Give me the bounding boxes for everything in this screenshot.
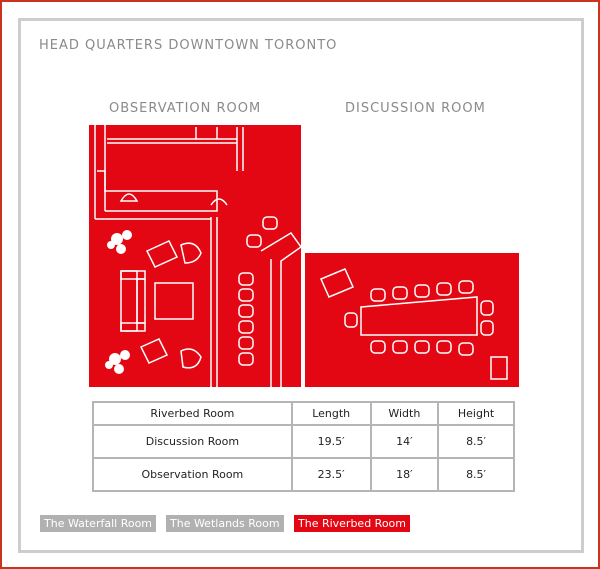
table-cell: 23.5′ bbox=[292, 458, 371, 491]
table-cell: Discussion Room bbox=[93, 425, 292, 458]
table-header-row bbox=[93, 402, 514, 425]
table-cell: 19.5′ bbox=[292, 425, 371, 458]
floor-plan bbox=[21, 21, 581, 401]
table-cell: 18′ bbox=[371, 458, 439, 491]
nav-riverbed-room[interactable]: The Riverbed Room bbox=[294, 515, 410, 532]
observation-room-plan bbox=[89, 125, 301, 387]
discussion-room-plan bbox=[305, 253, 519, 387]
table-header: Width bbox=[371, 402, 439, 425]
content-panel bbox=[18, 18, 584, 553]
observation-room-label: OBSERVATION ROOM bbox=[109, 101, 262, 116]
table-cell: 8.5′ bbox=[438, 425, 514, 458]
table-header: Height bbox=[438, 402, 514, 425]
table-cell: 8.5′ bbox=[438, 458, 514, 491]
discussion-room-label: DISCUSSION ROOM bbox=[345, 101, 486, 116]
table-header: Riverbed Room bbox=[93, 402, 292, 425]
table-row bbox=[93, 458, 514, 491]
nav-wetlands-room[interactable]: The Wetlands Room bbox=[166, 515, 284, 532]
room-dimensions-table bbox=[92, 401, 515, 492]
nav-waterfall-room[interactable]: The Waterfall Room bbox=[40, 515, 156, 532]
page-title: HEAD QUARTERS DOWNTOWN TORONTO bbox=[39, 38, 338, 53]
table-header: Length bbox=[292, 402, 371, 425]
table-cell: 14′ bbox=[371, 425, 439, 458]
table-row bbox=[93, 425, 514, 458]
table-cell: Observation Room bbox=[93, 458, 292, 491]
